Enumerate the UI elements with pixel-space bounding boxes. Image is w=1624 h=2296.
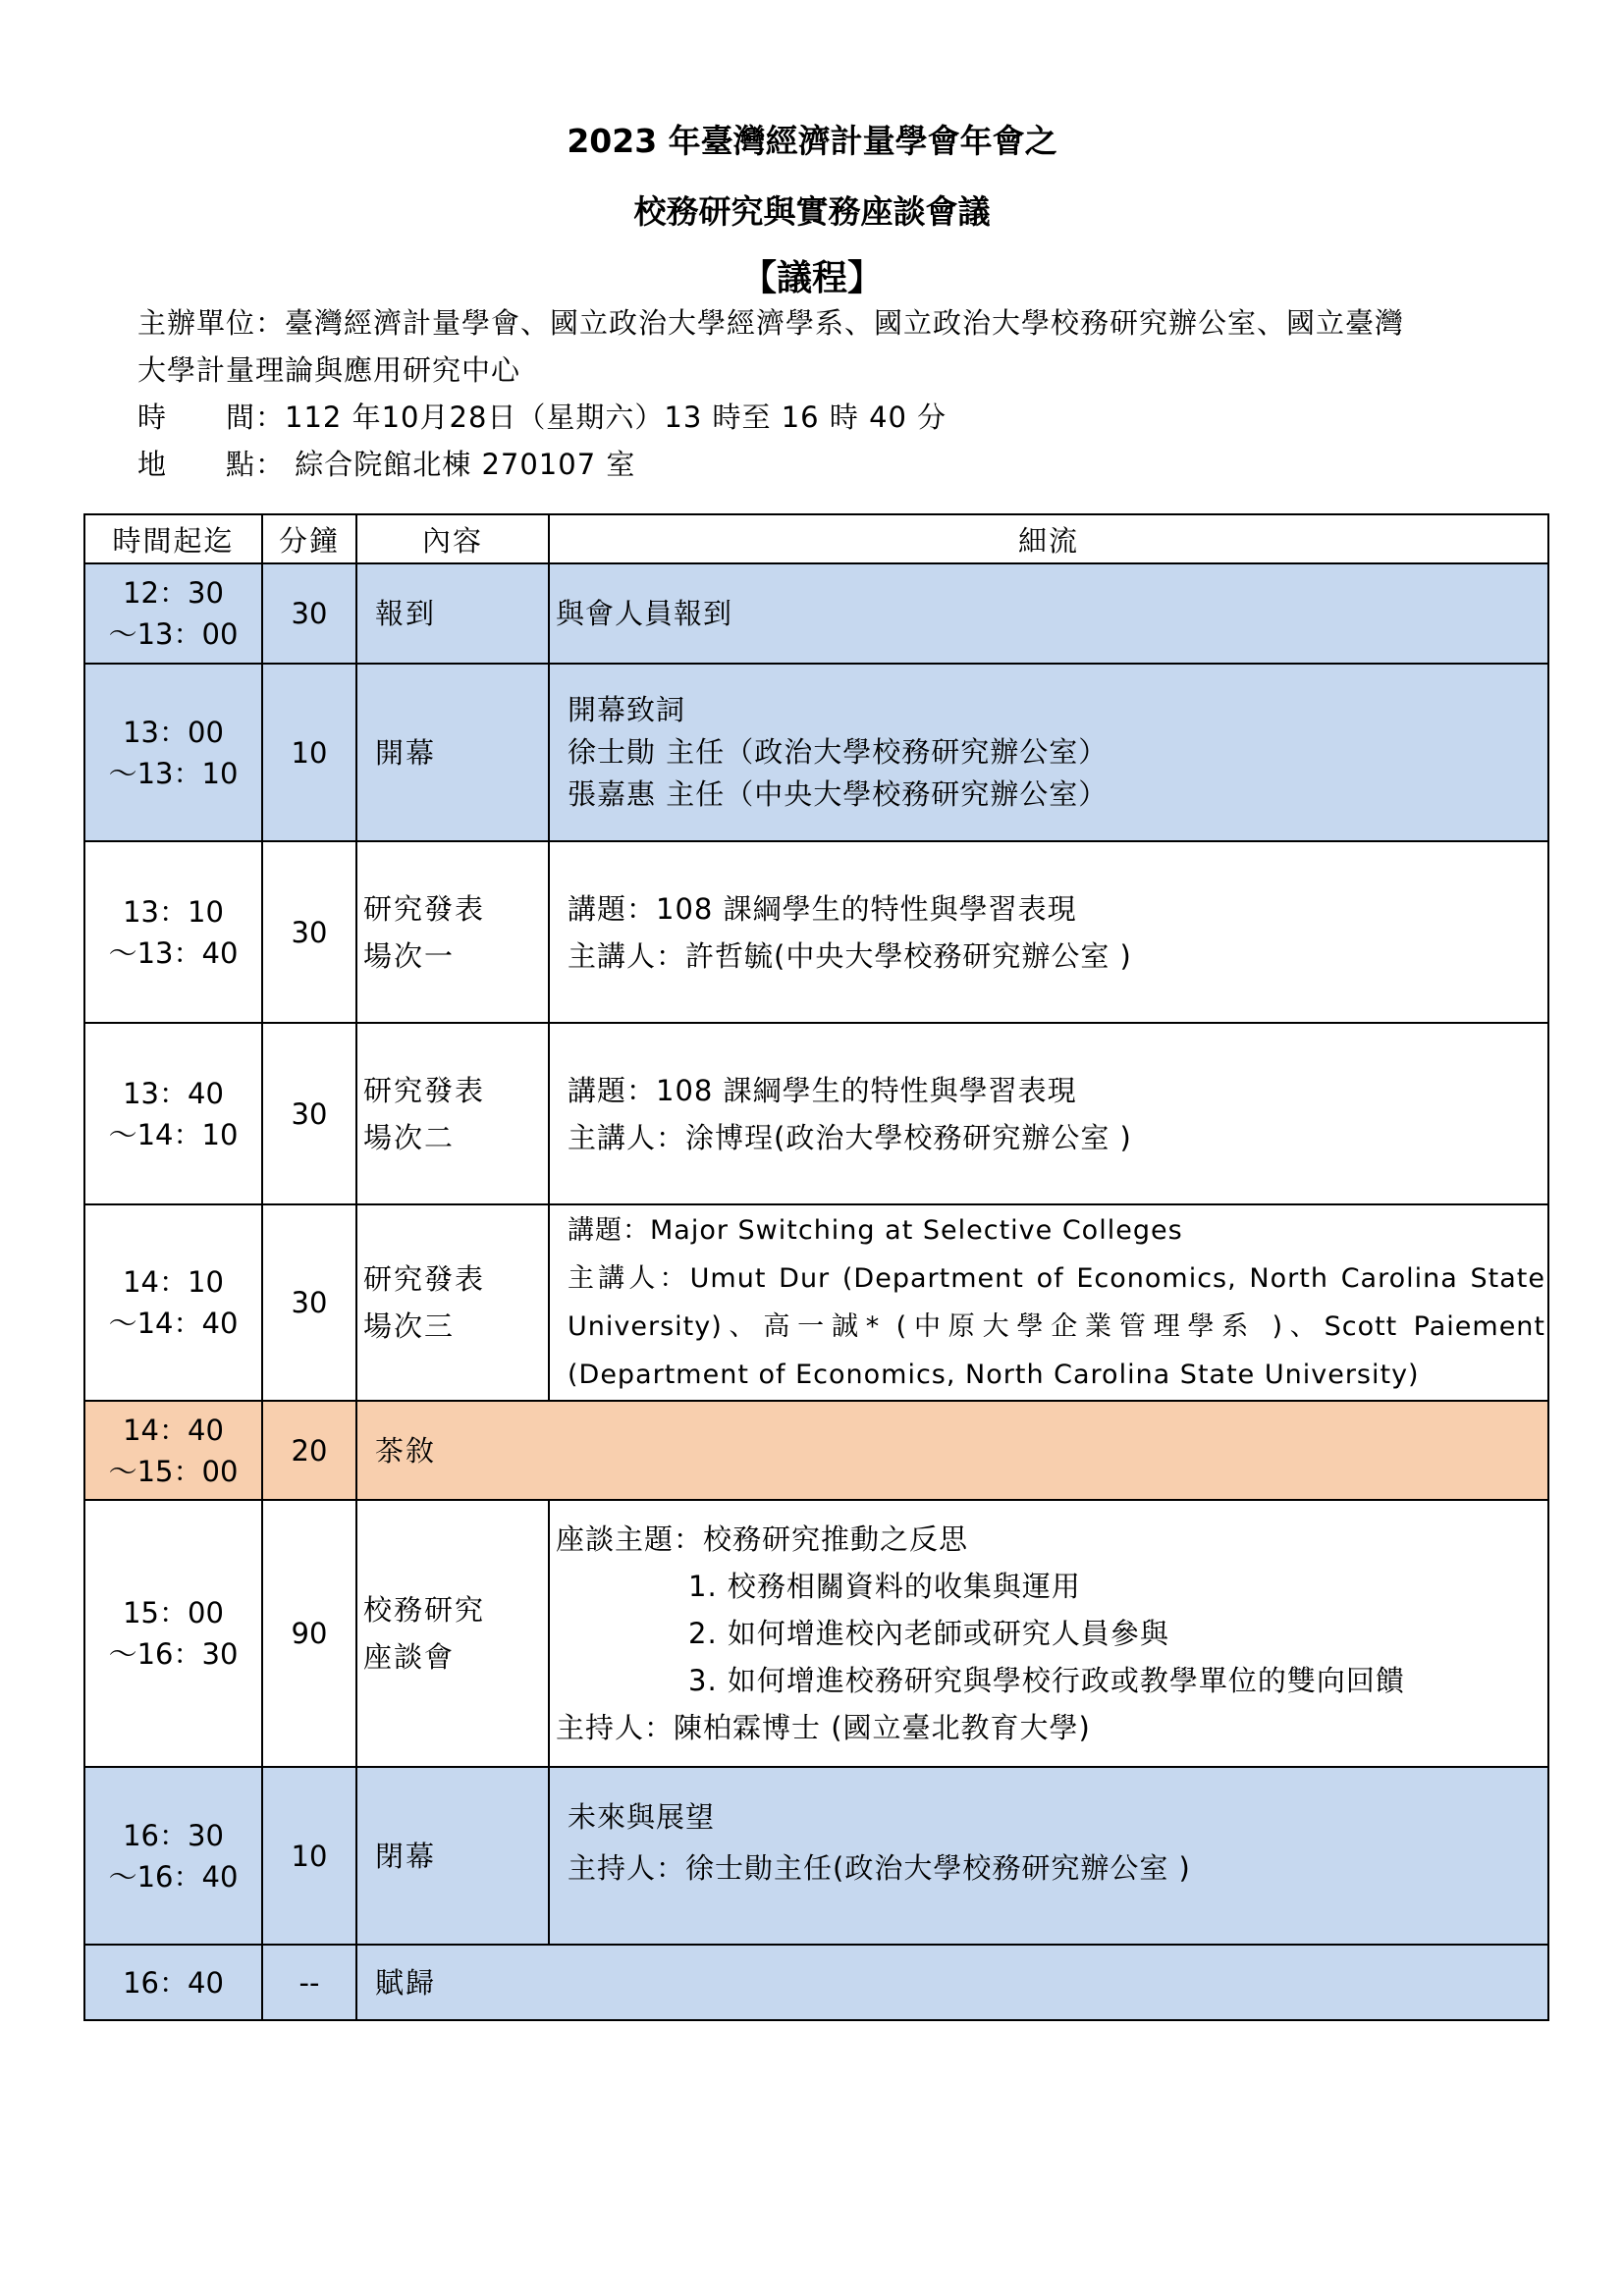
time-cell: 13：10 ～13：40: [84, 841, 262, 1023]
content-cell: 報到: [356, 563, 549, 664]
organizer-line-1: 臺灣經濟計量學會、國立政治大學經濟學系、國立政治大學校務研究辦公室、國立臺灣: [285, 306, 1405, 340]
time-cell: 12：30 ～13：00: [84, 563, 262, 664]
time-cell: 16：40: [84, 1945, 262, 2020]
header-time: 時間起迄: [84, 514, 262, 563]
organizer-info: [137, 299, 1561, 394]
detail-cell: 講題：Major Switching at Selective Colleges 主講人：Umut Dur (Department of Economics, North Carolina State University)、高一誠* (中原大學企業管理學系 )、Scott Paiement (Department of Economics, North Carolina State University): [549, 1204, 1548, 1401]
content-cell: 閉幕: [356, 1767, 549, 1945]
content-cell: 開幕: [356, 664, 549, 841]
content-cell: 研究發表 場次三: [356, 1204, 549, 1401]
time-label: 時 間：: [137, 400, 286, 434]
organizer-line-2: 大學計量理論與應用研究中心: [137, 353, 521, 387]
agenda-heading: 【議程】: [740, 258, 883, 298]
table-row: [84, 1023, 1548, 1204]
detail-cell: 開幕致詞 徐士勛 主任（政治大學校務研究辦公室） 張嘉惠 主任（中央大學校務研究辦公室）: [549, 664, 1548, 841]
organizer-label: 主辦單位：: [137, 306, 286, 340]
content-cell: 研究發表 場次二: [356, 1023, 549, 1204]
minutes-cell: 20: [262, 1401, 356, 1500]
header-content: 內容: [356, 514, 549, 563]
table-row: [84, 1767, 1548, 1945]
minutes-cell: 10: [262, 1767, 356, 1945]
time-cell: 14：10 ～14：40: [84, 1204, 262, 1401]
title-line-1: 2023 年臺灣經濟計量學會年會之: [567, 122, 1057, 160]
table-row: [84, 1500, 1548, 1767]
minutes-cell: 30: [262, 1023, 356, 1204]
minutes-cell: 30: [262, 1204, 356, 1401]
minutes-cell: --: [262, 1945, 356, 2020]
time-cell: 16：30 ～16：40: [84, 1767, 262, 1945]
detail-cell: 未來與展望 主持人：徐士勛主任(政治大學校務研究辦公室 ): [549, 1767, 1548, 1945]
table-row: [84, 1401, 1548, 1500]
detail-cell: 座談主題：校務研究推動之反思 1. 校務相關資料的收集與運用 2. 如何增進校內老師或研究人員參與 3. 如何增進校務研究與學校行政或教學單位的雙向回饋 主持人：陳柏霖博士 (國立臺北教育大學): [549, 1500, 1548, 1767]
place-value: 綜合院館北棟 270107 室: [295, 448, 636, 481]
place-label: 地 點：: [137, 448, 286, 481]
title-line-2: 校務研究與實務座談會議: [633, 192, 991, 231]
time-cell: 13：00 ～13：10: [84, 664, 262, 841]
header-details: 細流: [549, 514, 1548, 563]
content-cell: 茶敘: [356, 1401, 1548, 1500]
table-row: [84, 664, 1548, 841]
detail-cell: 講題：108 課綱學生的特性與學習表現 主講人：涂博珵(政治大學校務研究辦公室 ): [549, 1023, 1548, 1204]
time-cell: 14：40 ～15：00: [84, 1401, 262, 1500]
time-cell: 13：40 ～14：10: [84, 1023, 262, 1204]
minutes-cell: 10: [262, 664, 356, 841]
header-minutes: 分鐘: [262, 514, 356, 563]
table-row: [84, 563, 1548, 664]
time-cell: 15：00 ～16：30: [84, 1500, 262, 1767]
table-row: [84, 1945, 1548, 2020]
content-cell: 研究發表 場次一: [356, 841, 549, 1023]
time-info: [137, 394, 1561, 441]
detail-cell: 與會人員報到: [549, 563, 1548, 664]
agenda-table: [83, 513, 1549, 2021]
detail-cell: 講題：108 課綱學生的特性與學習表現 主講人：許哲毓(中央大學校務研究辦公室 ): [549, 841, 1548, 1023]
content-cell: 賦歸: [356, 1945, 1548, 2020]
table-row: [84, 841, 1548, 1023]
minutes-cell: 90: [262, 1500, 356, 1767]
minutes-cell: 30: [262, 841, 356, 1023]
table-header-row: [84, 514, 1548, 563]
place-info: [137, 441, 1561, 488]
content-cell: 校務研究 座談會: [356, 1500, 549, 1767]
table-row: [84, 1204, 1548, 1401]
time-value: 112 年10月28日（星期六）13 時至 16 時 40 分: [285, 400, 947, 434]
minutes-cell: 30: [262, 563, 356, 664]
